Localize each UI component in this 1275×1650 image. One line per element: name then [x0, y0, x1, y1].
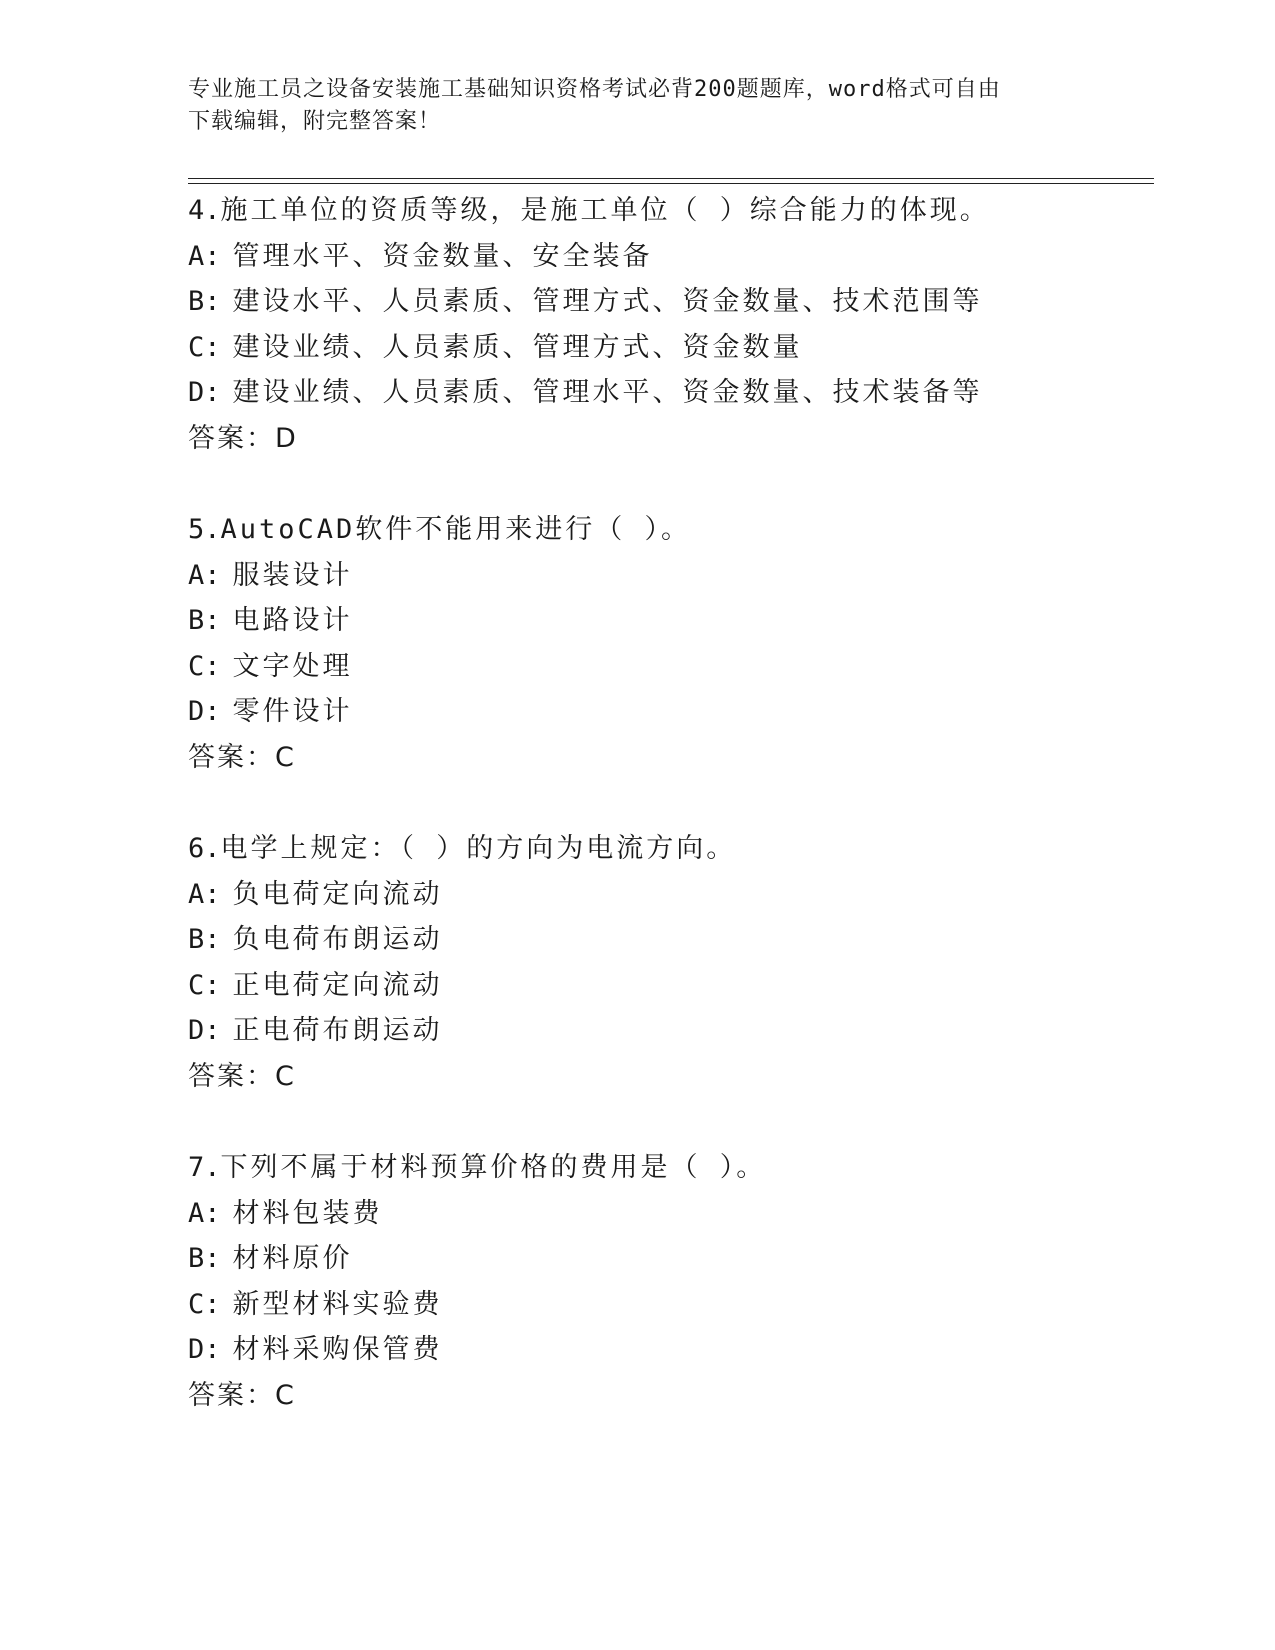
question-stem [188, 826, 1168, 872]
question-number: 6. [188, 833, 221, 864]
option-label: B: [188, 924, 221, 955]
option-text: 材料采购保管费 [232, 1334, 443, 1365]
header-divider-top [188, 178, 1154, 179]
option-label: B: [188, 605, 221, 636]
option-text: 正电荷布朗运动 [232, 1015, 443, 1046]
option-text: 文字处理 [232, 650, 353, 682]
option-a [188, 234, 1168, 280]
option-text: 新型材料实验费 [232, 1288, 443, 1320]
question-7 [188, 1145, 1168, 1418]
option-text: 负电荷定向流动 [232, 878, 443, 910]
option-a [188, 553, 1168, 599]
question-list [188, 188, 1168, 1464]
option-d [188, 1327, 1168, 1373]
option-text: 零件设计 [232, 696, 353, 727]
option-label: B: [188, 1243, 221, 1274]
option-label: D: [188, 1334, 221, 1365]
option-label: D: [188, 377, 221, 408]
option-text: 材料包装费 [232, 1197, 383, 1229]
option-c [188, 963, 1168, 1009]
option-text: 负电荷布朗运动 [232, 924, 443, 955]
question-text: 电学上规定：（ ）的方向为电流方向。 [220, 833, 737, 864]
option-c [188, 1282, 1168, 1328]
option-label: B: [188, 286, 221, 317]
question-stem [188, 1145, 1168, 1191]
question-text: 下列不属于材料预算价格的费用是（ ）。 [220, 1152, 767, 1183]
question-stem [188, 188, 1168, 234]
option-label: A: [188, 240, 221, 272]
option-text: 服装设计 [232, 559, 353, 591]
option-text: 建设业绩、人员素质、管理水平、资金数量、技术装备等 [232, 377, 983, 408]
option-b [188, 279, 1168, 325]
question-number: 4. [188, 195, 221, 226]
answer-line: 答案：C [188, 1379, 296, 1411]
option-text: 建设业绩、人员素质、管理方式、资金数量 [232, 331, 803, 363]
option-label: A: [188, 1197, 221, 1229]
option-label: D: [188, 696, 221, 727]
option-label: C: [188, 969, 221, 1001]
question-text: AutoCAD软件不能用来进行（ ）。 [220, 514, 692, 545]
question-text: 施工单位的资质等级，是施工单位（ ）综合能力的体现。 [220, 195, 990, 226]
question-number: 5. [188, 514, 221, 545]
option-c [188, 325, 1168, 371]
option-label: A: [188, 559, 221, 591]
option-a [188, 872, 1168, 918]
option-label: C: [188, 650, 221, 682]
option-d [188, 370, 1168, 416]
answer-line: 答案：C [188, 1060, 296, 1092]
option-d [188, 689, 1168, 735]
option-b [188, 598, 1168, 644]
option-b [188, 917, 1168, 963]
answer-line: 答案：C [188, 741, 296, 773]
header-line-1: 专业施工员之设备安装施工基础知识资格考试必背200题题库，word格式可自由 [188, 77, 1001, 102]
option-text: 电路设计 [232, 605, 353, 636]
option-label: D: [188, 1015, 221, 1046]
option-text: 管理水平、资金数量、安全装备 [232, 240, 653, 272]
option-b [188, 1236, 1168, 1282]
question-stem [188, 507, 1168, 553]
option-c [188, 644, 1168, 690]
header-line-2: 下载编辑，附完整答案！ [188, 109, 442, 134]
option-a [188, 1191, 1168, 1237]
header-divider-bottom [188, 183, 1154, 184]
question-number: 7. [188, 1152, 221, 1183]
option-text: 材料原价 [232, 1243, 353, 1274]
document-header [188, 74, 1088, 138]
answer-line: 答案：D [188, 422, 298, 454]
option-label: C: [188, 331, 221, 363]
question-4 [188, 188, 1168, 461]
question-5 [188, 507, 1168, 780]
option-label: A: [188, 878, 221, 910]
question-6 [188, 826, 1168, 1099]
option-label: C: [188, 1288, 221, 1320]
option-text: 建设水平、人员素质、管理方式、资金数量、技术范围等 [232, 286, 983, 317]
option-d [188, 1008, 1168, 1054]
option-text: 正电荷定向流动 [232, 969, 443, 1001]
